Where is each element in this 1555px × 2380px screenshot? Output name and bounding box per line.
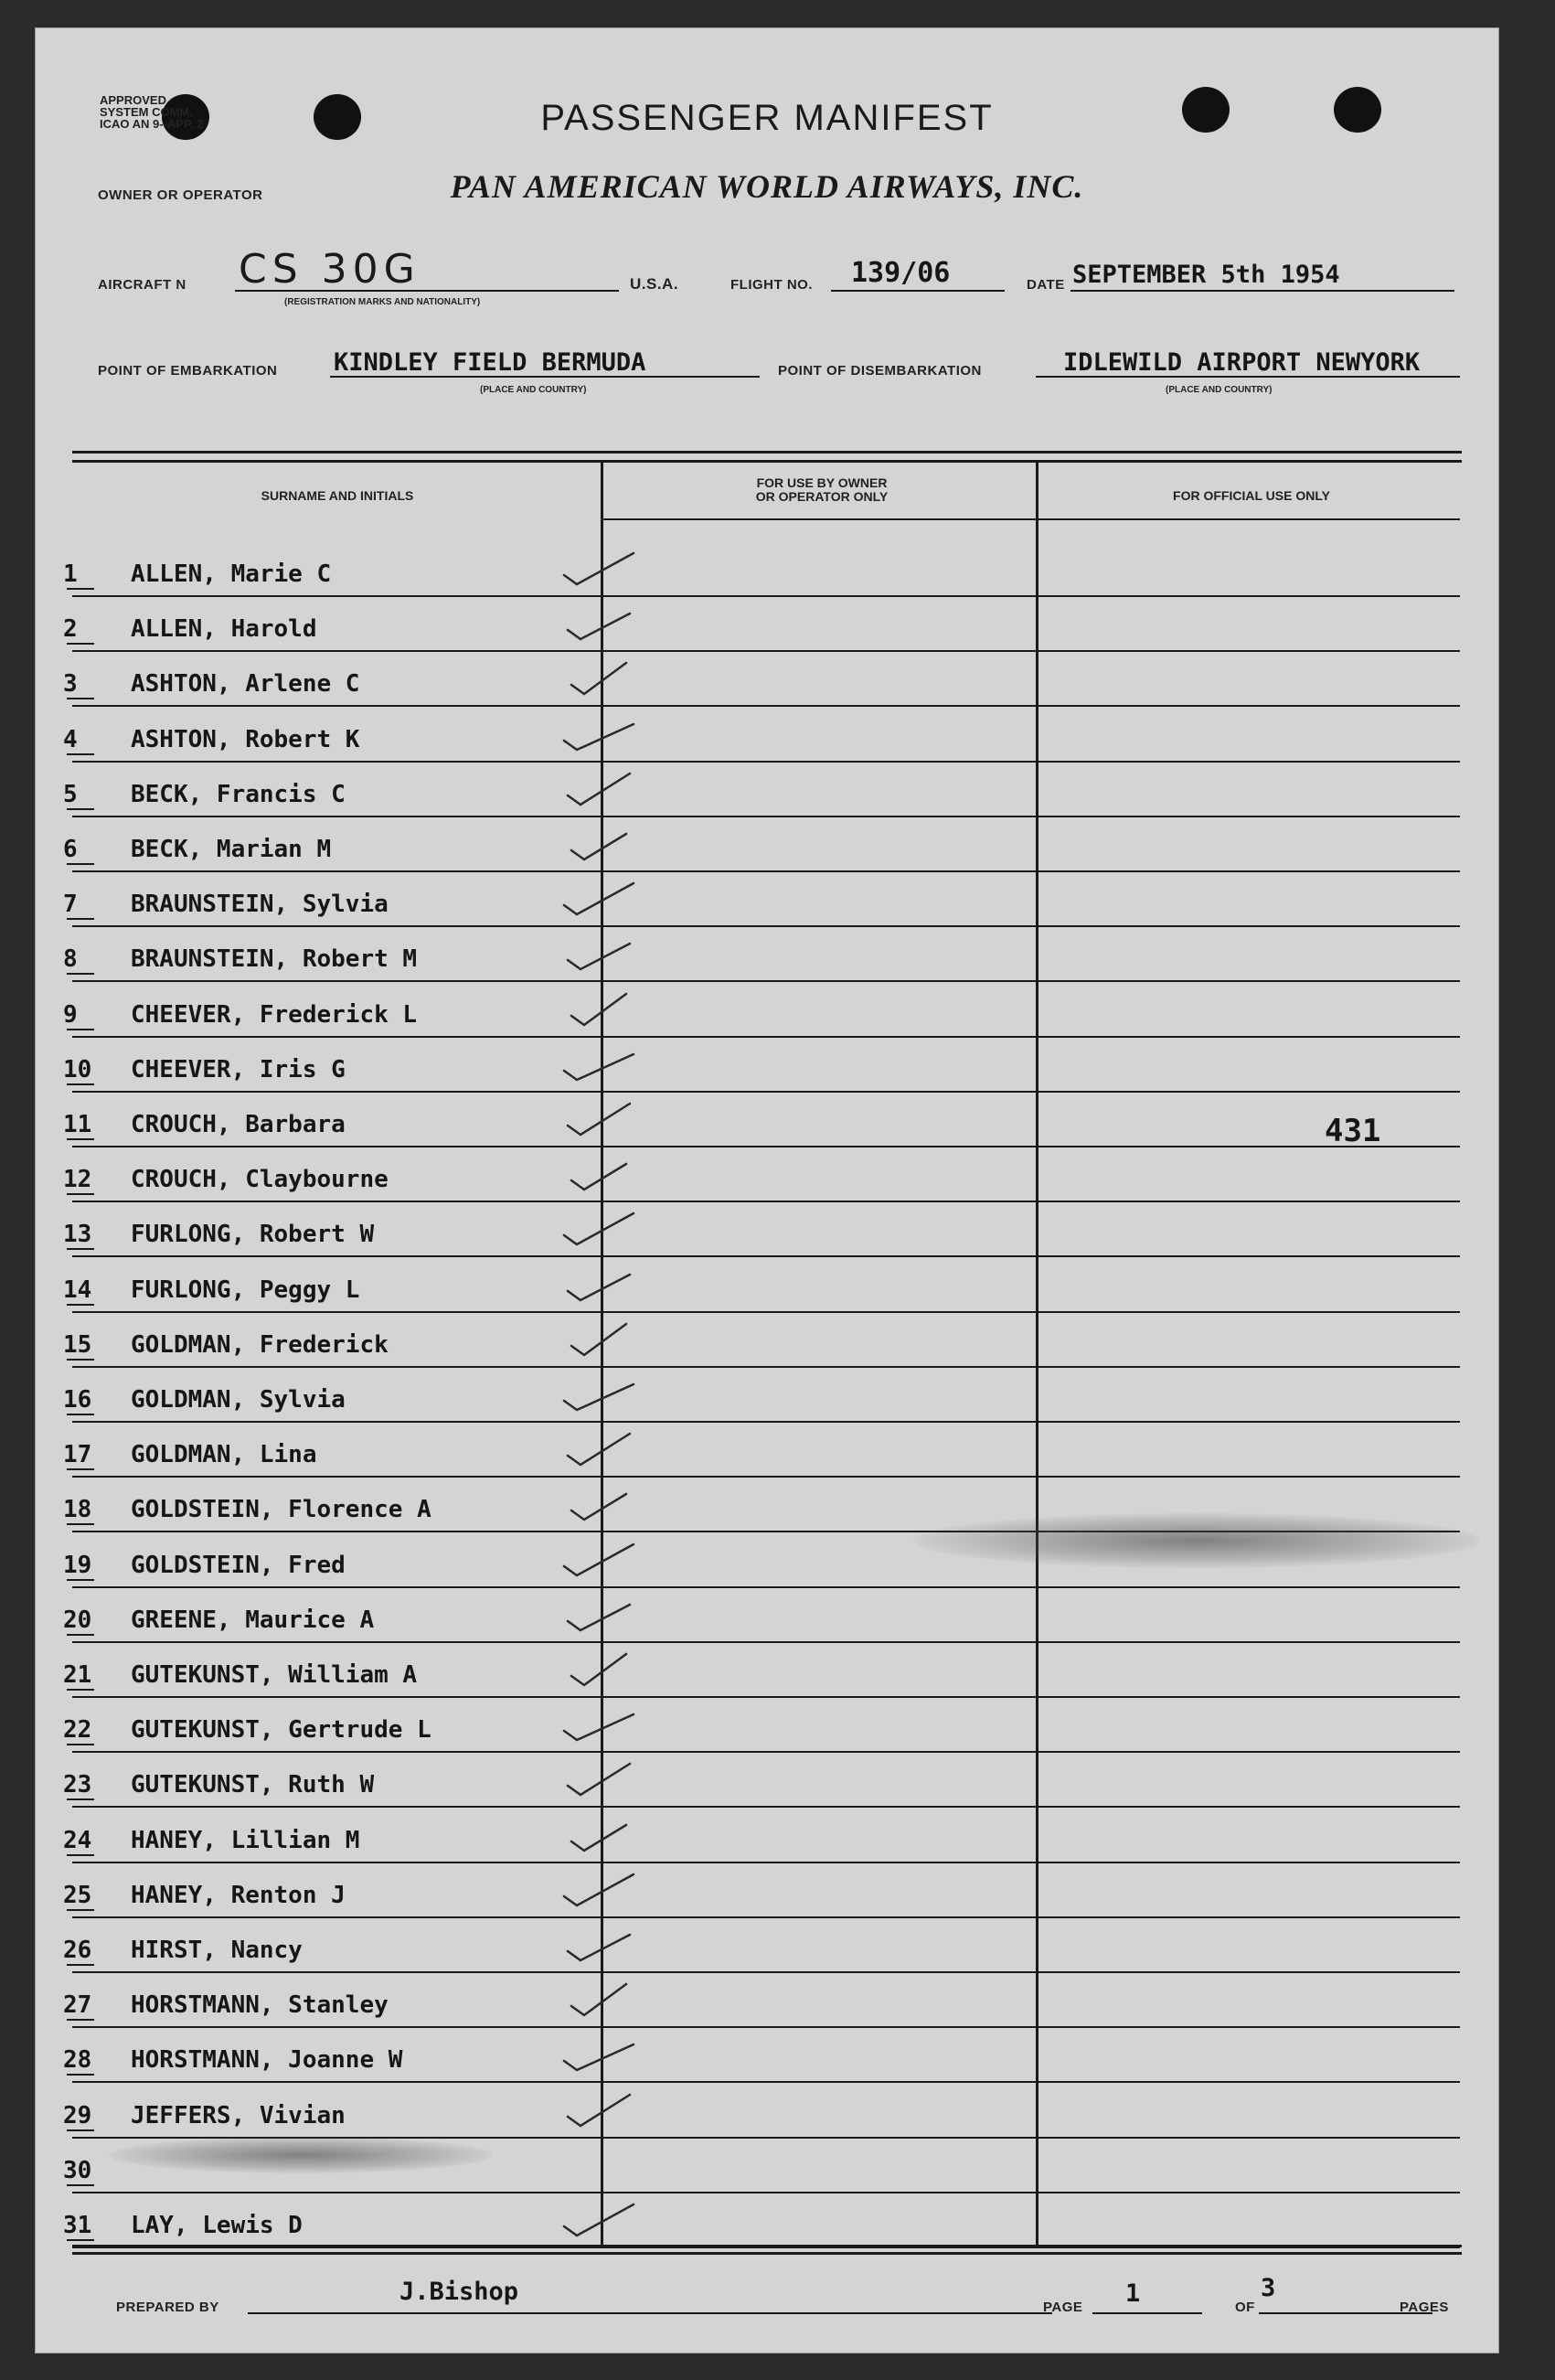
table-row bbox=[36, 661, 1498, 716]
row-rule bbox=[72, 761, 1460, 763]
row-number: 3 bbox=[63, 670, 78, 699]
column-header-owner-use bbox=[621, 476, 1023, 504]
passenger-name: GUTEKUNST, William A bbox=[131, 1661, 418, 1689]
page-label: PAGE bbox=[1043, 2300, 1083, 2315]
passenger-name: GOLDMAN, Lina bbox=[131, 1441, 317, 1469]
passenger-name: CHEEVER, Frederick L bbox=[131, 1000, 418, 1029]
disembarkation-label: POINT OF DISEMBARKATION bbox=[778, 363, 982, 379]
flight-no-value: 139/06 bbox=[851, 257, 951, 289]
check-mark-icon bbox=[557, 1315, 648, 1370]
table-row bbox=[36, 1211, 1498, 1266]
date-value: SEPTEMBER 5th 1954 bbox=[1072, 261, 1340, 289]
row-number-underline bbox=[67, 1138, 94, 1140]
row-rule bbox=[72, 2026, 1460, 2028]
passenger-name: GOLDSTEIN, Florence A bbox=[131, 1496, 431, 1524]
table-row bbox=[36, 1322, 1498, 1377]
row-number: 6 bbox=[63, 836, 78, 863]
table-bottom-rule bbox=[72, 2245, 1462, 2247]
pages-label: PAGES bbox=[1400, 2300, 1449, 2315]
passenger-name: HORSTMANN, Joanne W bbox=[131, 2046, 403, 2075]
row-number: 5 bbox=[63, 780, 78, 808]
embarkation-value: KINDLEY FIELD BERMUDA bbox=[334, 348, 646, 377]
check-mark-icon bbox=[557, 2086, 648, 2140]
approval-line: APPROVED bbox=[100, 93, 166, 107]
check-mark-icon bbox=[557, 1810, 648, 1865]
row-number-underline bbox=[67, 863, 94, 865]
row-number-underline bbox=[67, 1083, 94, 1085]
aircraft-value: CS 30G bbox=[239, 246, 421, 293]
row-rule bbox=[72, 2081, 1460, 2083]
row-number: 1 bbox=[63, 560, 78, 588]
check-mark-icon bbox=[557, 2030, 648, 2085]
check-mark-icon bbox=[557, 1700, 648, 1755]
approval-line: ICAO AN 9--APP. 2 bbox=[100, 117, 204, 131]
row-number-underline bbox=[67, 1359, 94, 1361]
row-rule bbox=[72, 1036, 1460, 1038]
check-mark-icon bbox=[557, 599, 648, 654]
row-rule bbox=[72, 1696, 1460, 1698]
ink-smudge bbox=[109, 2137, 493, 2173]
table-row bbox=[36, 1432, 1498, 1487]
row-rule bbox=[72, 1421, 1460, 1423]
page-underline bbox=[1092, 2312, 1202, 2314]
row-number-underline bbox=[67, 808, 94, 810]
passenger-name: GOLDMAN, Frederick bbox=[131, 1330, 389, 1359]
check-mark-icon bbox=[557, 1645, 648, 1700]
column-header-official-use: FOR OFFICIAL USE ONLY bbox=[1173, 488, 1330, 503]
row-number-underline bbox=[67, 1909, 94, 1911]
check-mark-icon bbox=[557, 1094, 648, 1149]
row-rule bbox=[72, 1476, 1460, 1478]
row-rule bbox=[72, 2192, 1460, 2193]
check-mark-icon bbox=[557, 1975, 648, 2030]
row-number-underline bbox=[67, 2019, 94, 2021]
table-row bbox=[36, 551, 1498, 606]
approval-line: SYSTEM COMM. bbox=[100, 105, 193, 119]
row-number-underline bbox=[67, 2074, 94, 2076]
row-number-underline bbox=[67, 753, 94, 755]
passenger-name: ALLEN, Marie C bbox=[131, 560, 332, 588]
check-mark-icon bbox=[557, 1260, 648, 1315]
table-row bbox=[36, 1267, 1498, 1322]
check-mark-icon bbox=[557, 874, 648, 929]
row-number-underline bbox=[67, 1798, 94, 1800]
passenger-name: HANEY, Lillian M bbox=[131, 1826, 360, 1854]
check-mark-icon bbox=[557, 1479, 648, 1534]
embarkation-place-note: (PLACE AND COUNTRY) bbox=[480, 385, 587, 395]
row-rule bbox=[72, 1311, 1460, 1313]
row-number-underline bbox=[67, 2239, 94, 2241]
table-row bbox=[36, 1818, 1498, 1873]
check-mark-icon bbox=[557, 1920, 648, 1975]
table-row bbox=[36, 881, 1498, 936]
check-mark-icon bbox=[557, 1040, 648, 1094]
table-bottom-rule bbox=[72, 2252, 1462, 2255]
passenger-name: GUTEKUNST, Gertrude L bbox=[131, 1716, 431, 1745]
row-number-underline bbox=[67, 1523, 94, 1525]
row-number: 23 bbox=[63, 1771, 92, 1799]
disembarkation-place-note: (PLACE AND COUNTRY) bbox=[1166, 385, 1273, 395]
ink-smudge bbox=[913, 1513, 1480, 1568]
header-rule-owner bbox=[602, 518, 1460, 520]
passenger-name: GUTEKUNST, Ruth W bbox=[131, 1771, 375, 1799]
row-number: 21 bbox=[63, 1661, 92, 1689]
row-rule bbox=[72, 816, 1460, 817]
row-rule bbox=[72, 1586, 1460, 1588]
passenger-name: ASHTON, Robert K bbox=[131, 725, 360, 753]
row-rule bbox=[72, 1971, 1460, 1973]
prepared-by-value: J.Bishop bbox=[399, 2278, 519, 2306]
row-number: 18 bbox=[63, 1496, 92, 1524]
page-title: PASSENGER MANIFEST bbox=[540, 98, 994, 138]
passenger-name: BECK, Francis C bbox=[131, 780, 346, 808]
table-row bbox=[36, 936, 1498, 991]
table-top-rule bbox=[72, 460, 1462, 463]
flight-no-label: FLIGHT NO. bbox=[730, 277, 813, 293]
row-number: 24 bbox=[63, 1826, 92, 1854]
row-number: 28 bbox=[63, 2046, 92, 2075]
row-rule bbox=[72, 1862, 1460, 1863]
table-row bbox=[36, 1707, 1498, 1762]
table-row bbox=[36, 606, 1498, 661]
row-number: 16 bbox=[63, 1386, 92, 1414]
check-mark-icon bbox=[557, 2195, 648, 2250]
row-number-underline bbox=[67, 918, 94, 920]
passenger-name: ASHTON, Arlene C bbox=[131, 670, 360, 699]
owner-label: OWNER OR OPERATOR bbox=[98, 187, 263, 203]
passenger-name: HANEY, Renton J bbox=[131, 1881, 346, 1909]
row-number-underline bbox=[67, 1689, 94, 1691]
check-mark-icon bbox=[557, 1535, 648, 1590]
check-mark-icon bbox=[557, 1425, 648, 1479]
row-rule bbox=[72, 705, 1460, 707]
prepared-by-underline bbox=[248, 2312, 1052, 2314]
date-underline bbox=[1070, 290, 1454, 292]
row-number: 20 bbox=[63, 1606, 92, 1634]
row-rule bbox=[72, 1751, 1460, 1753]
row-number: 10 bbox=[63, 1055, 92, 1083]
table-row bbox=[36, 1762, 1498, 1817]
row-rule bbox=[72, 1255, 1460, 1257]
column-header-line: FOR USE BY OWNER bbox=[756, 475, 888, 490]
row-number: 19 bbox=[63, 1551, 92, 1579]
table-row bbox=[36, 1873, 1498, 1927]
row-number-underline bbox=[67, 1854, 94, 1856]
passenger-name: JEFFERS, Vivian bbox=[131, 2101, 346, 2129]
row-rule bbox=[72, 1806, 1460, 1808]
row-number: 13 bbox=[63, 1221, 92, 1249]
check-mark-icon bbox=[557, 819, 648, 874]
row-number: 2 bbox=[63, 615, 78, 644]
flight-no-underline bbox=[831, 290, 1005, 292]
table-row bbox=[36, 1047, 1498, 1102]
row-number: 7 bbox=[63, 891, 78, 919]
row-number-underline bbox=[67, 698, 94, 699]
passenger-name: GOLDSTEIN, Fred bbox=[131, 1551, 346, 1579]
check-mark-icon bbox=[557, 710, 648, 764]
date-label: DATE bbox=[1027, 277, 1065, 293]
check-mark-icon bbox=[557, 1370, 648, 1425]
row-number: 4 bbox=[63, 725, 78, 753]
row-rule bbox=[72, 1366, 1460, 1368]
aircraft-label: AIRCRAFT N bbox=[98, 277, 186, 293]
row-number: 22 bbox=[63, 1716, 92, 1745]
row-rule bbox=[72, 1091, 1460, 1093]
check-mark-icon bbox=[557, 1865, 648, 1920]
manifest-page bbox=[35, 27, 1499, 2353]
passenger-name: ALLEN, Harold bbox=[131, 615, 317, 644]
row-rule bbox=[72, 650, 1460, 652]
table-row bbox=[36, 827, 1498, 881]
row-number-underline bbox=[67, 973, 94, 975]
row-number: 14 bbox=[63, 1275, 92, 1304]
passenger-name: LAY, Lewis D bbox=[131, 2212, 303, 2239]
passenger-name: BECK, Marian M bbox=[131, 836, 332, 863]
check-mark-icon bbox=[557, 544, 648, 599]
row-number-underline bbox=[67, 1414, 94, 1415]
check-mark-icon bbox=[557, 1590, 648, 1645]
registration-note: (REGISTRATION MARKS AND NATIONALITY) bbox=[284, 297, 481, 307]
row-rule bbox=[72, 1201, 1460, 1202]
table-row bbox=[36, 1982, 1498, 2037]
check-mark-icon bbox=[557, 1755, 648, 1809]
row-rule bbox=[72, 1916, 1460, 1918]
row-number-underline bbox=[67, 2184, 94, 2186]
passenger-name: BRAUNSTEIN, Robert M bbox=[131, 945, 418, 974]
page-value: 1 bbox=[1125, 2279, 1141, 2308]
row-rule bbox=[72, 980, 1460, 982]
table-row bbox=[36, 1927, 1498, 1982]
row-number-underline bbox=[67, 1248, 94, 1250]
row-number: 26 bbox=[63, 1937, 92, 1964]
official-number: 431 bbox=[1325, 1113, 1381, 1149]
table-row bbox=[36, 2203, 1498, 2257]
row-number: 15 bbox=[63, 1330, 92, 1359]
row-number-underline bbox=[67, 1193, 94, 1195]
row-rule bbox=[72, 870, 1460, 872]
passenger-name: GOLDMAN, Sylvia bbox=[131, 1386, 346, 1414]
row-number: 29 bbox=[63, 2101, 92, 2129]
passenger-name: CROUCH, Barbara bbox=[131, 1111, 346, 1138]
passenger-name: HIRST, Nancy bbox=[131, 1937, 303, 1964]
table-row bbox=[36, 1102, 1498, 1157]
embarkation-label: POINT OF EMBARKATION bbox=[98, 363, 278, 379]
passenger-name: BRAUNSTEIN, Sylvia bbox=[131, 891, 389, 919]
row-rule bbox=[72, 1641, 1460, 1643]
row-number-underline bbox=[67, 1304, 94, 1306]
table-row bbox=[36, 992, 1498, 1047]
row-number-underline bbox=[67, 643, 94, 645]
column-header-surname: SURNAME AND INITIALS bbox=[261, 488, 414, 503]
table-row bbox=[36, 717, 1498, 772]
row-number: 9 bbox=[63, 1000, 78, 1029]
check-mark-icon bbox=[557, 764, 648, 819]
row-number-underline bbox=[67, 1468, 94, 1470]
row-number: 11 bbox=[63, 1111, 92, 1138]
row-number-underline bbox=[67, 1579, 94, 1581]
table-row bbox=[36, 1377, 1498, 1432]
table-row bbox=[36, 2037, 1498, 2092]
table-row bbox=[36, 772, 1498, 827]
table-top-rule bbox=[72, 451, 1462, 454]
passenger-name: GREENE, Maurice A bbox=[131, 1606, 375, 1634]
company-name: PAN AMERICAN WORLD AIRWAYS, INC. bbox=[450, 168, 1084, 205]
row-number: 27 bbox=[63, 1991, 92, 2020]
table-row bbox=[36, 1157, 1498, 1211]
passenger-name: HORSTMANN, Stanley bbox=[131, 1991, 389, 2020]
row-number-underline bbox=[67, 1964, 94, 1966]
row-number: 30 bbox=[63, 2156, 92, 2184]
table-row bbox=[36, 1652, 1498, 1707]
passenger-name: CHEEVER, Iris G bbox=[131, 1055, 346, 1083]
column-header-line: OR OPERATOR ONLY bbox=[755, 489, 889, 504]
passenger-name: CROUCH, Claybourne bbox=[131, 1166, 389, 1194]
row-number: 31 bbox=[63, 2212, 92, 2239]
row-number: 12 bbox=[63, 1166, 92, 1194]
disembarkation-value: IDLEWILD AIRPORT NEWYORK bbox=[1063, 348, 1421, 377]
check-mark-icon bbox=[557, 1149, 648, 1204]
check-mark-icon bbox=[557, 985, 648, 1040]
table-row bbox=[36, 1597, 1498, 1652]
row-rule bbox=[72, 1146, 1460, 1147]
check-mark-icon bbox=[557, 1204, 648, 1259]
row-rule bbox=[72, 595, 1460, 597]
row-number: 25 bbox=[63, 1881, 92, 1909]
row-number-underline bbox=[67, 1744, 94, 1745]
passenger-name: FURLONG, Robert W bbox=[131, 1221, 375, 1249]
check-mark-icon bbox=[557, 929, 648, 984]
prepared-by-label: PREPARED BY bbox=[116, 2300, 219, 2315]
row-rule bbox=[72, 925, 1460, 927]
of-value: 3 bbox=[1261, 2274, 1276, 2302]
row-number: 17 bbox=[63, 1441, 92, 1469]
row-number-underline bbox=[67, 2129, 94, 2131]
passenger-name: FURLONG, Peggy L bbox=[131, 1275, 360, 1304]
of-label: OF bbox=[1235, 2300, 1255, 2315]
row-number-underline bbox=[67, 1634, 94, 1636]
country-label: U.S.A. bbox=[630, 275, 679, 293]
check-mark-icon bbox=[557, 654, 648, 709]
row-number-underline bbox=[67, 588, 94, 590]
row-number: 8 bbox=[63, 945, 78, 974]
row-number-underline bbox=[67, 1029, 94, 1030]
